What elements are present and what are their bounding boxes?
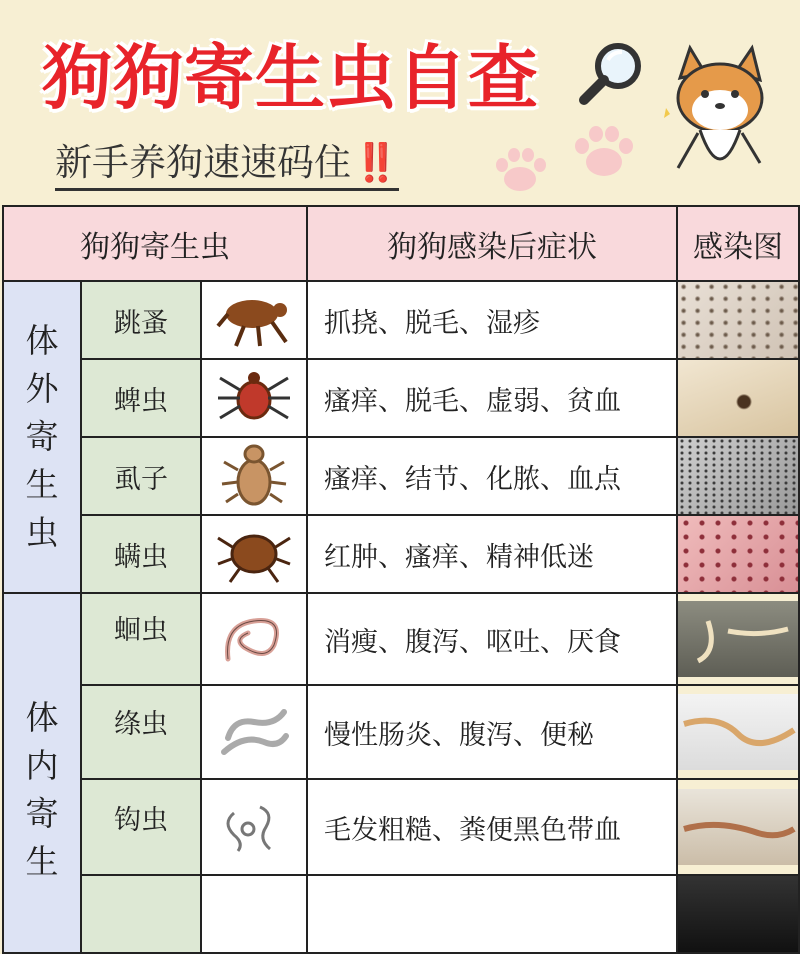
roundworm-icon (201, 593, 307, 685)
header (0, 0, 800, 205)
tick-on-fur-photo (677, 359, 799, 437)
group-char: 外 (25, 369, 59, 408)
parasite-name: 绦虫 (81, 685, 201, 779)
symptoms-text: 消瘦、腹泻、呕吐、厌食 (307, 593, 677, 685)
group-char: 寄 (25, 794, 59, 833)
parasite-name: 跳蚤 (81, 281, 201, 359)
group-char: 生 (25, 842, 59, 881)
worm-icon (201, 875, 307, 953)
group-label-external (3, 281, 81, 593)
symptoms-text: 抓挠、脱毛、湿疹 (307, 281, 677, 359)
paw-print-icon (490, 145, 550, 195)
group-char: 寄 (25, 417, 59, 456)
parasite-name: 蜱虫 (81, 359, 201, 437)
table-row (3, 437, 799, 515)
table-row (3, 593, 799, 685)
table-row (3, 359, 799, 437)
symptoms-text: 红肿、瘙痒、精神低迷 (307, 515, 677, 593)
hookworm-icon (201, 779, 307, 875)
table-row (3, 515, 799, 593)
symptoms-text (307, 875, 677, 953)
page-title: 狗狗寄生虫自查 (42, 37, 539, 119)
table-row (3, 685, 799, 779)
group-label-internal (3, 593, 81, 953)
group-char: 虫 (25, 513, 59, 552)
lice-skin-photo (677, 437, 799, 515)
subtitle-text: 新手养狗速速码住 (55, 141, 351, 184)
table-row (3, 281, 799, 359)
shiba-dog-icon (660, 38, 780, 188)
group-char: 体 (25, 698, 59, 737)
louse-icon (201, 437, 307, 515)
parasite-name: 虱子 (81, 437, 201, 515)
parasite-name: 螨虫 (81, 515, 201, 593)
dark-fur-photo (677, 875, 799, 953)
column-header-symptoms: 狗狗感染后症状 (307, 206, 677, 281)
skin-flea-photo (677, 281, 799, 359)
column-header-photo: 感染图 (677, 206, 799, 281)
symptoms-text: 毛发粗糙、粪便黑色带血 (307, 779, 677, 875)
parasite-name: 蛔虫 (81, 593, 201, 685)
magnifier-icon (578, 38, 648, 108)
symptoms-text: 慢性肠炎、腹泻、便秘 (307, 685, 677, 779)
flea-icon (201, 281, 307, 359)
parasite-name (81, 875, 201, 953)
table-row (3, 875, 799, 953)
tapeworm-photo (677, 685, 799, 779)
table-row (3, 779, 799, 875)
mite-icon (201, 515, 307, 593)
parasite-name: 钩虫 (81, 779, 201, 875)
symptoms-text: 瘙痒、结节、化脓、血点 (307, 437, 677, 515)
double-exclamation-icon: ‼️ (353, 141, 400, 184)
tapeworm-icon (201, 685, 307, 779)
group-char: 体 (25, 321, 59, 360)
subtitle (55, 132, 399, 191)
group-char: 生 (25, 465, 59, 504)
group-char: 内 (25, 746, 59, 785)
red-skin-photo (677, 515, 799, 593)
symptoms-text: 瘙痒、脱毛、虚弱、贫血 (307, 359, 677, 437)
roundworm-photo (677, 593, 799, 685)
hookworm-photo (677, 779, 799, 875)
paw-print-icon (568, 122, 638, 182)
tick-icon (201, 359, 307, 437)
column-header-parasite: 狗狗寄生虫 (3, 206, 307, 281)
parasite-table (2, 205, 800, 954)
